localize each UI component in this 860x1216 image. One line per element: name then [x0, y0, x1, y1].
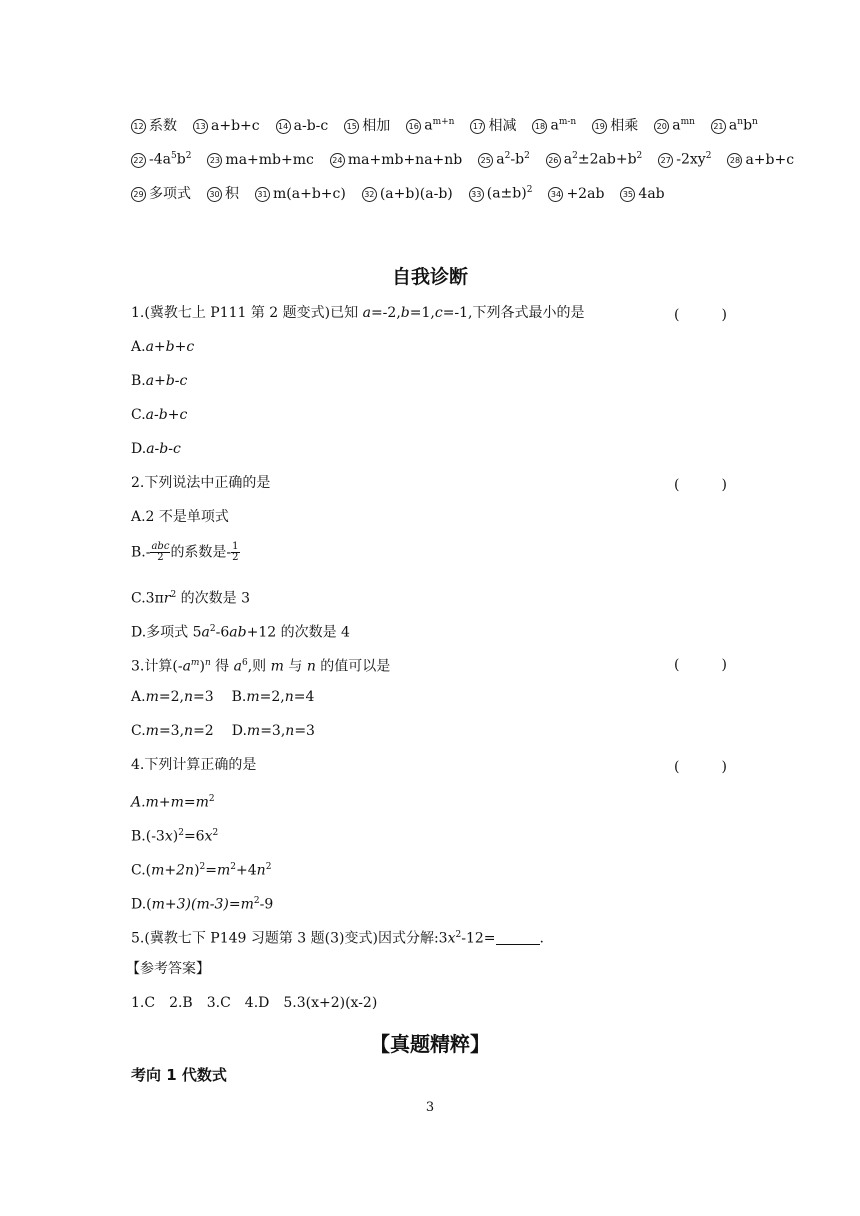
q4-option-c: $C.(m+2n)^2=m^2+4n^2$ [131, 862, 272, 879]
circled-number: 31 [255, 187, 270, 202]
superscript: 2 [185, 151, 192, 161]
circled-number: 13 [193, 119, 208, 134]
section-title: 自我诊断 [391, 266, 468, 288]
q3-options-cd: C.m=3,n=2 D.m=3,n=3 [131, 723, 315, 739]
answer-item [658, 147, 711, 169]
answer-bracket: ( ) [674, 307, 727, 323]
answer-text: a [728, 117, 738, 134]
answer-item [131, 117, 177, 135]
answer-text: b [176, 151, 186, 168]
answer-text: -2xy [676, 151, 706, 168]
superscript: 2 [636, 151, 643, 161]
superscript: 2 [526, 185, 533, 195]
answer-bracket: ( ) [674, 657, 727, 673]
answer-text: b [743, 117, 753, 134]
answer-text: 相减 [488, 117, 517, 134]
circled-number: 21 [711, 119, 726, 134]
superscript: mn [680, 117, 695, 127]
answer-bracket: ( ) [674, 759, 727, 775]
question-3-stem: 3.计算$(-a^m)^n$ 得 $a^6$,则 m 与 n 的值可以是 [131, 658, 391, 675]
answer-item [620, 185, 664, 203]
answer-item [406, 113, 454, 135]
circled-number: 28 [727, 153, 742, 168]
answer-text: ma+mb+na+nb [347, 151, 463, 168]
answer-item [469, 181, 533, 203]
answer-item [548, 185, 604, 203]
answer-item [330, 151, 462, 169]
answer-text: 多项式 [149, 185, 191, 202]
circled-number: 34 [548, 187, 563, 202]
circled-number: 33 [469, 187, 484, 202]
page-number: 3 [425, 1100, 435, 1115]
circled-number: 30 [207, 187, 222, 202]
answer-item [478, 147, 530, 169]
answer-text: +2ab [566, 185, 605, 202]
circled-number: 18 [532, 119, 547, 134]
answer-text: m(a+b+c) [273, 185, 346, 202]
circled-number: 14 [276, 119, 291, 134]
answer-text: a [496, 151, 505, 168]
answer-text: a+b+c [745, 151, 795, 168]
superscript: 2 [504, 151, 511, 161]
answer-bracket: ( ) [674, 477, 727, 493]
circled-number: 27 [658, 153, 673, 168]
answer-text: 系数 [149, 117, 177, 134]
superscript: 2 [524, 151, 530, 161]
answer-item [654, 113, 695, 135]
answer-item [193, 117, 260, 135]
answer-text: (a+b)(a-b) [379, 185, 453, 202]
question-2-stem: 2.下列说法中正确的是 [131, 475, 271, 491]
answer-text: a [672, 117, 681, 134]
answer-text: a [563, 151, 573, 168]
circled-number: 16 [406, 119, 421, 134]
q2-option-a: A.2 不是单项式 [131, 509, 229, 525]
answer-item [711, 113, 758, 135]
circled-number: 24 [330, 153, 345, 168]
answer-text: 相加 [362, 117, 391, 134]
question-4-stem: 4.下列计算正确的是 [131, 757, 257, 773]
answer-item [131, 147, 191, 169]
q1-option-b: B.a+b-c [131, 373, 188, 389]
answer-item [546, 147, 642, 169]
q2-option-b: B.- $\frac{\text{abc}}{2}$ 的系数是- $\frac{1}{2}$ [131, 541, 239, 563]
answer-item [470, 117, 516, 135]
question-1-stem: 1.(冀教七上 P111 第 2 题变式)已知 a=-2,b=1,c=-1,下列各式最小的是 [131, 305, 585, 321]
subsection-heading: 考向 1 代数式 [131, 1066, 227, 1084]
answer-text: -b [510, 151, 525, 168]
answer-text: ma+mb+mc [225, 151, 314, 168]
answer-row-2 [131, 147, 810, 169]
answer-text: 相乘 [610, 117, 639, 134]
answer-text: ±2ab+b [577, 151, 637, 168]
superscript: m-n [558, 117, 577, 127]
circled-number: 12 [131, 119, 146, 134]
answer-item [276, 117, 329, 135]
q2-option-c: $C.3\pi r^2$ 的次数是 3 [131, 590, 251, 607]
answer-text: a [424, 117, 433, 134]
answer-item [207, 151, 313, 169]
answer-text: a [550, 117, 559, 134]
answer-item [255, 185, 346, 203]
circled-number: 29 [131, 187, 146, 202]
reference-answers: 1.C 2.B 3.C 4.D 5.3(x+2)(x-2) [131, 995, 378, 1011]
answer-row-1 [131, 113, 774, 135]
circled-number: 17 [470, 119, 485, 134]
section-heading: 【真题精粹】 [370, 1032, 490, 1056]
circled-number: 32 [362, 187, 377, 202]
q1-option-c: C.a-b+c [131, 407, 188, 423]
answer-item [207, 185, 239, 203]
q2-option-d: D.多项式 $5a^2-6ab+12$ 的次数是 4 [131, 624, 350, 641]
superscript: 2 [572, 151, 578, 161]
answer-text: 积 [225, 185, 239, 202]
answer-text: 4ab [638, 185, 665, 202]
circled-number: 25 [478, 153, 493, 168]
circled-number: 22 [131, 153, 146, 168]
q3-options-ab: A.m=2,n=3 B.m=2,n=4 [131, 689, 315, 705]
circled-number: 19 [592, 119, 607, 134]
answer-item [592, 117, 638, 135]
superscript: 2 [705, 151, 712, 161]
answer-item [362, 185, 453, 203]
answer-text: a-b-c [293, 117, 329, 134]
q4-option-a: $A.m+m=m^2$ [131, 794, 215, 811]
circled-number: 15 [344, 119, 359, 134]
answer-item [344, 117, 390, 135]
circled-number: 20 [654, 119, 669, 134]
answer-text: -4a [149, 151, 171, 168]
q1-option-d: D.a-b-c [131, 441, 181, 457]
superscript: m+n [432, 117, 455, 127]
superscript: n [752, 117, 758, 127]
superscript: 5 [170, 151, 177, 161]
circled-number: 23 [207, 153, 222, 168]
answer-text: a+b+c [211, 117, 260, 134]
reference-answer-title: 【参考答案】 [126, 961, 210, 977]
answer-item [131, 185, 191, 203]
answer-row-3 [131, 181, 681, 203]
q4-option-d: $D.(m+3)(m-3)=m^2-9$ [131, 896, 274, 913]
q4-option-b: $B.(-3x)^2=6x^2$ [131, 828, 219, 845]
answer-blank[interactable] [496, 932, 540, 945]
answer-text: (a±b) [486, 185, 527, 202]
circled-number: 26 [546, 153, 561, 168]
q1-option-a: A.a+b+c [131, 339, 195, 355]
answer-item [727, 151, 794, 169]
question-5-stem: 5.(冀教七下 P149 习题第 3 题(3)变式)因式分解$:3x^2-12=$ . [131, 930, 544, 947]
circled-number: 35 [620, 187, 635, 202]
superscript: n [737, 117, 744, 127]
answer-item [532, 113, 576, 135]
